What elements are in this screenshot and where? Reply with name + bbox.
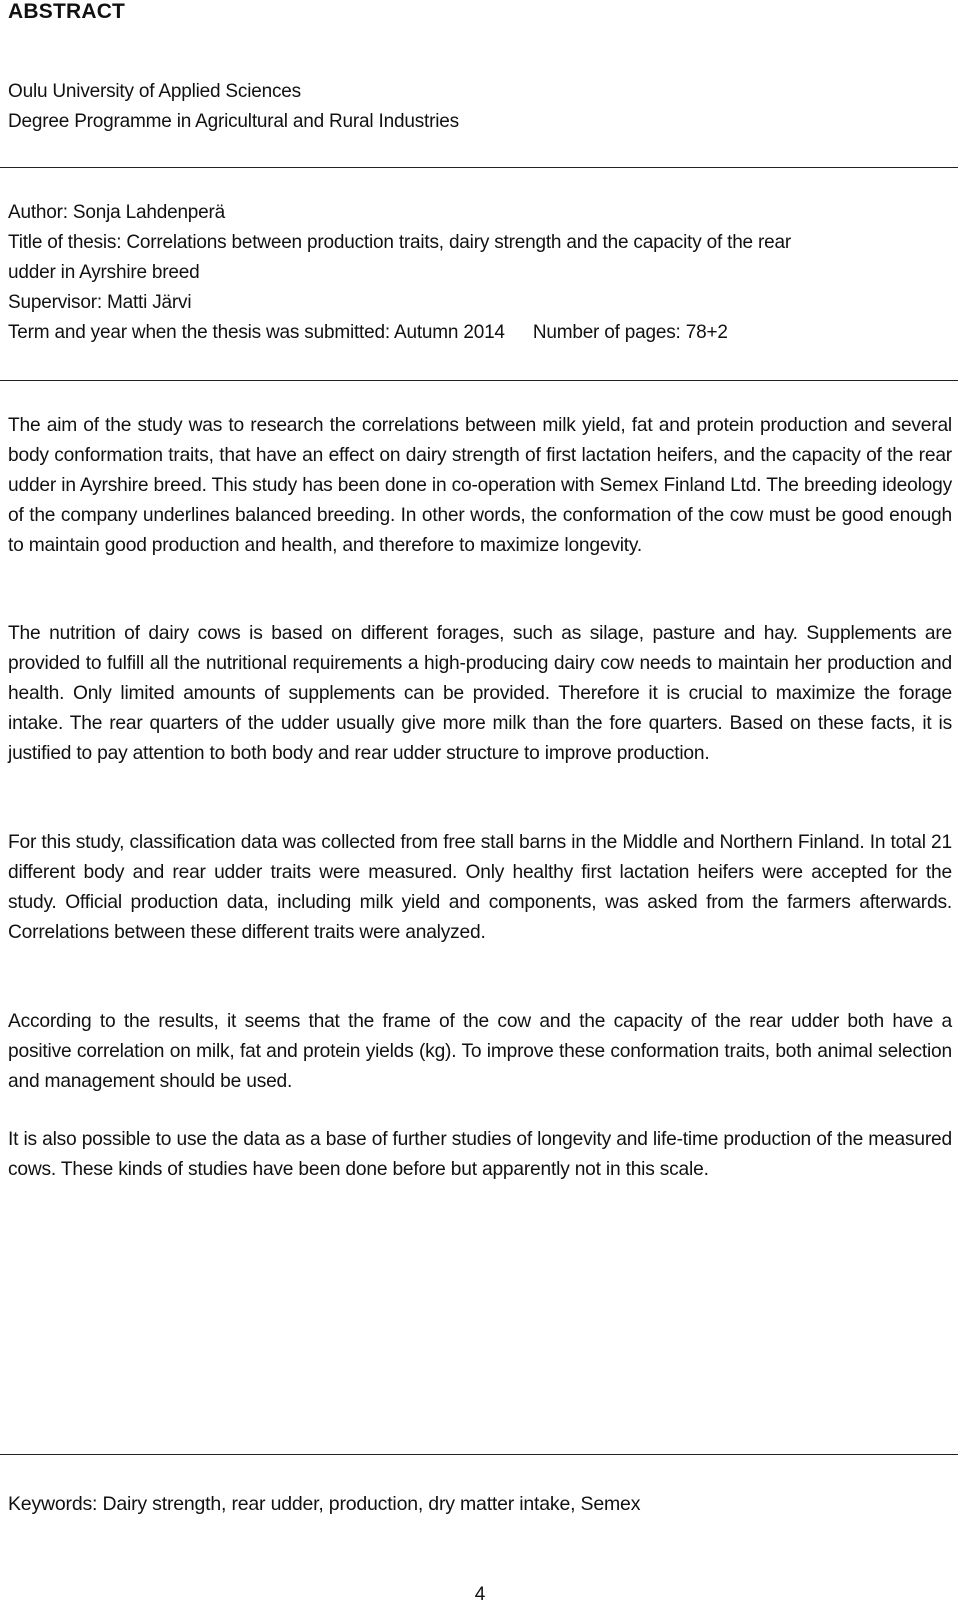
supervisor-line: Supervisor: Matti Järvi	[8, 292, 192, 313]
term-pages-row	[8, 318, 950, 348]
pages-line: Number of pages: 78+2	[532, 322, 728, 343]
thesis-title-line-2: udder in Ayrshire breed	[8, 262, 200, 283]
abstract-paragraph-2: The nutrition of dairy cows is based on different forages, such as silage, pasture and hay. Supplements are provided to fulfill all the nutritional requirements a high-producing dairy cow needs to maintain her production and health. Only limited amounts of supplements can be provided. Therefore it is crucial to maximize the forage intake. The rear quarters of the udder usually give more milk than the fore quarters. Based on these facts, it is justified to pay attention to both body and rear udder structure to improve production.	[8, 623, 952, 764]
abstract-paragraph-4: According to the results, it seems that the frame of the cow and the capacity of the rear udder both have a positive correlation on milk, fat and protein yields (kg). To improve these conformation traits, both animal selection and management should be used.	[8, 1011, 952, 1092]
degree-programme: Degree Programme in Agricultural and Rural Industries	[8, 111, 459, 132]
institution-block	[8, 77, 950, 137]
divider-middle	[0, 380, 958, 381]
university-name: Oulu University of Applied Sciences	[8, 81, 301, 102]
divider-top	[0, 167, 958, 168]
abstract-paragraph-3: For this study, classification data was collected from free stall barns in the Middle and Northern Finland. In total 21 different body and rear udder traits were measured. Only healthy first lactation heifers were accepted for the study. Official production data, including milk yield and components, was asked from the farmers afterwards. Correlations between these different traits were analyzed.	[8, 832, 952, 943]
author-line: Author: Sonja Lahdenperä	[8, 202, 226, 223]
divider-bottom	[0, 1454, 958, 1455]
page-number: 4	[474, 1584, 486, 1605]
thesis-meta-block	[8, 198, 950, 348]
abstract-paragraph-5: It is also possible to use the data as a base of further studies of longevity and life-time production of the measured cows. These kinds of studies have been done before but apparently not in this scale.	[8, 1129, 952, 1180]
thesis-title-line-1: Title of thesis: Correlations between production traits, dairy strength and the capacity of the rear	[8, 232, 791, 253]
abstract-paragraph-1: The aim of the study was to research the correlations between milk yield, fat and protein production and several body conformation traits, that have an effect on dairy strength of first lactation heifers, and the capacity of the rear udder in Ayrshire breed. This study has been done in co-operation with Semex Finland Ltd. The breeding ideology of the company underlines balanced breeding. In other words, the conformation of the cow must be good enough to maintain good production and health, and therefore to maximize longevity.	[8, 415, 952, 556]
term-line: Term and year when the thesis was submitted: Autumn 2014	[8, 322, 505, 343]
abstract-heading: ABSTRACT	[8, 0, 126, 23]
keywords-line: Keywords: Dairy strength, rear udder, production, dry matter intake, Semex	[8, 1493, 641, 1515]
